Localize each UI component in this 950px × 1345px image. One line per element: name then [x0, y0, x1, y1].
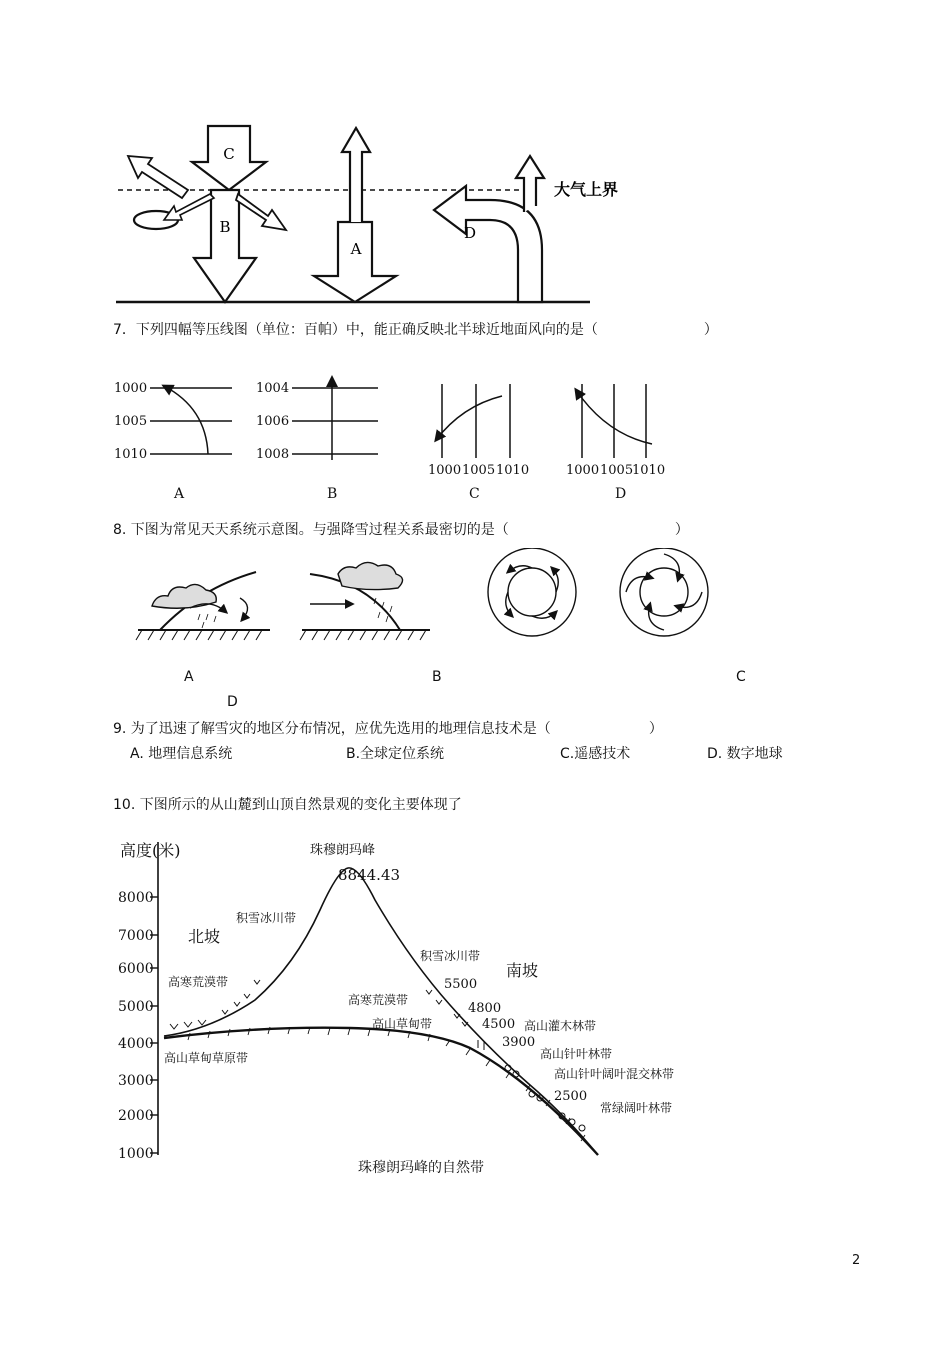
q8-weather-systems [130, 548, 730, 648]
map-c-isobar-3: 1010 [496, 463, 530, 478]
map-c-letter: C [469, 486, 480, 502]
everest-zones-figure [110, 830, 730, 1185]
y-tick-5000: 5000 [118, 999, 154, 1015]
y-tick-3000: 3000 [118, 1073, 154, 1089]
map-a-isobar-2: 1005 [114, 414, 148, 429]
q7-isobar-maps [110, 368, 690, 508]
south-height-3900: 3900 [502, 1035, 536, 1050]
q9-option-a: A. 地理信息系统 [130, 746, 233, 762]
north-zone-meadow-steppe: 高山草甸草原带 [164, 1051, 249, 1065]
y-tick-8000: 8000 [118, 890, 154, 906]
page-number: 2 [852, 1253, 861, 1268]
label-b: B [219, 218, 231, 236]
map-d-isobar-3: 1010 [632, 463, 666, 478]
south-zone-evergreen: 常绿阔叶林带 [600, 1101, 673, 1115]
map-a-isobar-3: 1010 [114, 447, 148, 462]
boundary-label: 大气上界 [554, 180, 619, 199]
q10-text: 10. 下图所示的从山麓到山顶自然景观的变化主要体现了 [113, 797, 462, 813]
q9-option-d: D. 数字地球 [707, 746, 783, 762]
south-zone-shrub: 高山灌木林带 [524, 1019, 597, 1033]
north-zone-snow: 积雪冰川带 [236, 911, 297, 925]
y-tick-4000: 4000 [118, 1036, 154, 1052]
y-tick-7000: 7000 [118, 928, 154, 944]
south-height-4800: 4800 [468, 1001, 502, 1016]
south-slope-label: 南坡 [506, 961, 539, 980]
south-zone-snow: 积雪冰川带 [420, 949, 481, 963]
map-c-isobar-2: 1005 [462, 463, 496, 478]
south-zone-mixed: 高山针叶阔叶混交林带 [554, 1067, 675, 1081]
peak-name: 珠穆朗玛峰 [310, 843, 376, 858]
map-d-isobar-2: 1005 [600, 463, 634, 478]
label-a: A [350, 240, 362, 258]
q8-label-d: D [227, 694, 238, 710]
label-c: C [223, 145, 235, 163]
south-height-2500: 2500 [554, 1089, 588, 1104]
radiation-figure [110, 120, 650, 310]
map-d-isobar-1: 1000 [566, 463, 600, 478]
north-slope-label: 北坡 [188, 927, 221, 946]
south-height-4500: 4500 [482, 1017, 516, 1032]
q8-label-c: C [736, 669, 746, 685]
south-zone-desert: 高寒荒漠带 [348, 993, 409, 1007]
q8-label-a: A [184, 669, 194, 685]
y-tick-1000: 1000 [118, 1146, 154, 1162]
q9-text: 9. 为了迅速了解雪灾的地区分布情况，应优先选用的地理信息技术是（ ） [113, 721, 663, 737]
figure-caption: 珠穆朗玛峰的自然带 [358, 1160, 484, 1176]
map-a-isobar-1: 1000 [114, 381, 148, 396]
peak-height: 8844.43 [338, 866, 401, 884]
q8-label-b: B [432, 669, 442, 685]
y-axis-title: 高度(米) [120, 841, 181, 860]
y-tick-6000: 6000 [118, 961, 154, 977]
north-zone-desert: 高寒荒漠带 [168, 975, 229, 989]
q9-option-c: C.遥感技术 [560, 746, 631, 762]
map-b-isobar-3: 1008 [256, 447, 290, 462]
map-c-isobar-1: 1000 [428, 463, 462, 478]
y-tick-2000: 2000 [118, 1108, 154, 1124]
map-d-letter: D [615, 486, 627, 502]
q8-text: 8. 下图为常见天天系统示意图。与强降雪过程关系最密切的是（ ） [113, 522, 689, 538]
label-d: D [463, 224, 477, 242]
south-zone-conifer: 高山针叶林带 [540, 1047, 613, 1061]
q7-text: 7．下列四幅等压线图（单位：百帕）中，能正确反映北半球近地面风向的是（ ） [113, 322, 718, 338]
map-b-letter: B [327, 486, 338, 502]
q9-option-b: B.全球定位系统 [346, 746, 445, 762]
south-zone-meadow: 高山草甸带 [372, 1017, 433, 1031]
map-a-letter: A [174, 486, 185, 502]
map-b-isobar-1: 1004 [256, 381, 290, 396]
map-b-isobar-2: 1006 [256, 414, 290, 429]
south-height-5500: 5500 [444, 977, 478, 992]
